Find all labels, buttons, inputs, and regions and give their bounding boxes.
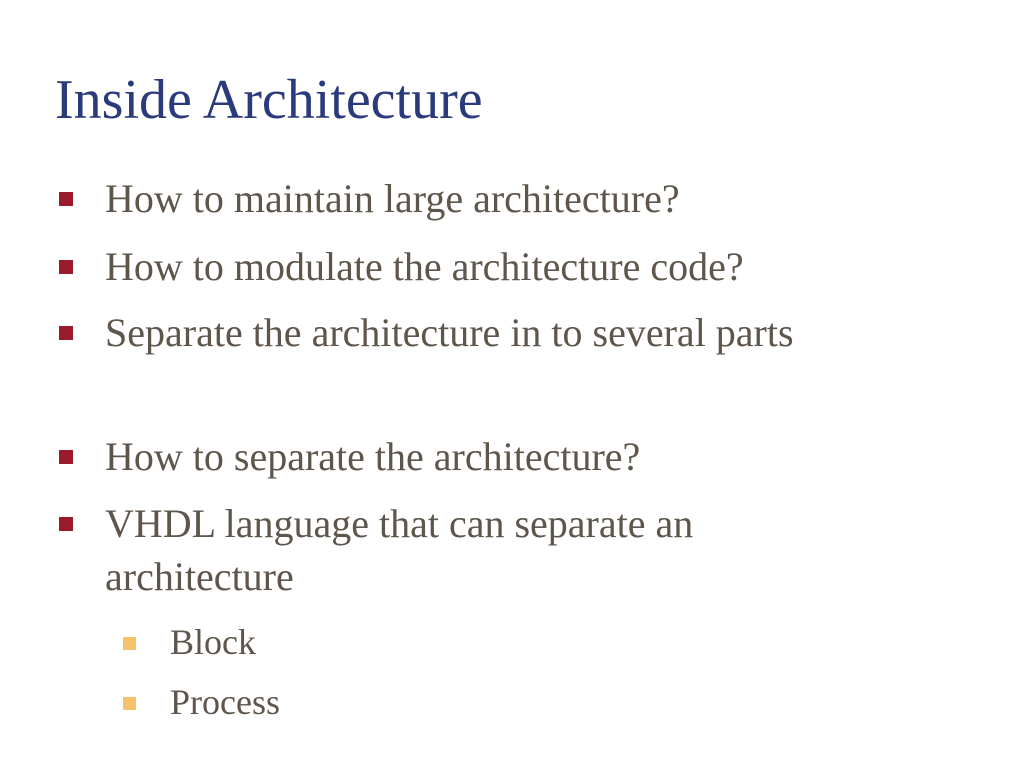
square-sub-bullet-icon bbox=[123, 697, 136, 710]
bullet-text: How to modulate the architecture code? bbox=[105, 244, 744, 289]
square-bullet-icon bbox=[59, 517, 73, 531]
slide-title: Inside Architecture bbox=[55, 69, 483, 131]
bullet-item bbox=[105, 497, 885, 603]
square-bullet-icon bbox=[59, 260, 73, 274]
bullet-item bbox=[105, 172, 905, 225]
bullet-item bbox=[105, 430, 905, 483]
sub-bullet-text: Process bbox=[170, 682, 280, 722]
square-sub-bullet-icon bbox=[123, 637, 136, 650]
bullet-text: How to separate the architecture? bbox=[105, 434, 641, 479]
square-bullet-icon bbox=[59, 192, 73, 206]
square-bullet-icon bbox=[59, 326, 73, 340]
square-bullet-icon bbox=[59, 450, 73, 464]
bullet-item bbox=[105, 306, 885, 359]
bullet-text: How to maintain large architecture? bbox=[105, 176, 680, 221]
bullet-text: VHDL language that can separate an architecture bbox=[105, 501, 694, 599]
sub-bullet-item bbox=[170, 620, 870, 664]
bullet-item bbox=[105, 240, 905, 293]
bullet-text: Separate the architecture in to several parts bbox=[105, 310, 794, 355]
sub-bullet-text: Block bbox=[170, 622, 256, 662]
sub-bullet-item bbox=[170, 680, 870, 724]
